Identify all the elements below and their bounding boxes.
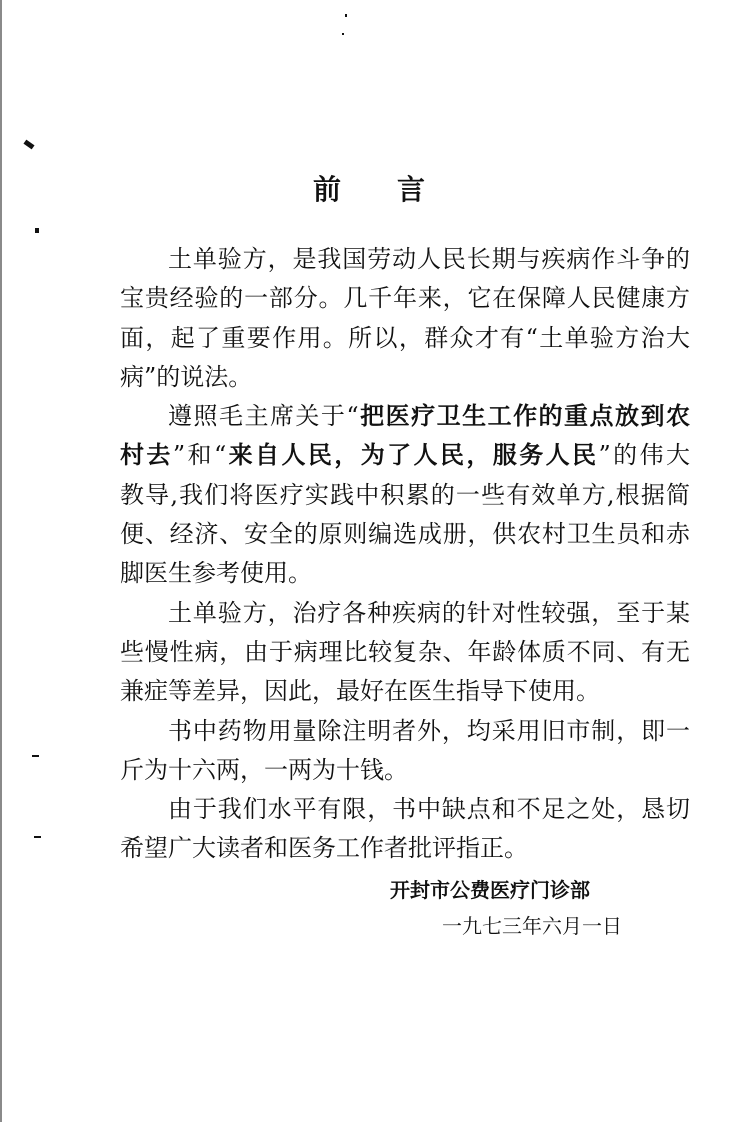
paragraph-1: [120, 240, 690, 397]
text-line: 土单验方，是我国劳动人民长期与疾病作斗争的: [168, 245, 690, 273]
quote-bold: 村去: [120, 441, 173, 470]
text-line: 些慢性病，由于病理比较复杂、年龄体质不同、有无: [120, 637, 690, 666]
scan-speck: [32, 755, 39, 757]
text-line: 土单验方，治疗各种疾病的针对性较强，至于某: [168, 598, 690, 627]
scan-speck: [35, 228, 39, 233]
text-line: 书中药物用量除注明者外，均采用旧市制，即一: [168, 716, 690, 745]
paragraph-3: [120, 594, 690, 712]
text-line: 面，起了重要作用。所以，群众才有“土单验方治大: [120, 323, 690, 352]
text-span: ”和“: [172, 441, 227, 470]
signature-date: 一九七三年六月一日: [442, 914, 622, 938]
text-line: 希望广大读者和医务工作者批评指正。: [120, 834, 528, 863]
paragraph-2: [120, 397, 690, 593]
text-line: 脚医生参考使用。: [120, 559, 312, 588]
quote-bold: 把医疗卫生工作的重点放到农: [358, 402, 690, 431]
text-span: 遵照毛主席关于“: [168, 402, 359, 431]
text-line: [120, 436, 690, 475]
scan-speck: [34, 836, 41, 838]
title-char-2: 言: [397, 173, 426, 206]
text-line: 便、经济、安全的原则编选成册，供农村卫生员和赤: [120, 520, 690, 549]
text-line: 兼症等差异，因此，最好在医生指导下使用。: [120, 677, 600, 706]
scan-speck: [345, 14, 347, 17]
text-line: 斤为十六两，一两为十钱。: [120, 755, 408, 784]
text-line: 宝贵经验的一部分。几千年来，它在保障人民健康方: [120, 284, 690, 313]
scan-speck: [342, 33, 344, 35]
text-line: 病”的说法。: [120, 362, 253, 391]
page-title: [0, 168, 738, 208]
text-line: 教导,我们将医疗实践中积累的一些有效单方,根据简: [120, 480, 690, 509]
text-span: ”的伟大: [598, 441, 691, 470]
preface-body: [120, 240, 690, 869]
title-char-1: 前: [312, 173, 341, 206]
paragraph-5: [120, 790, 690, 869]
scan-speck: [23, 140, 34, 150]
text-line: 由于我们水平有限，书中缺点和不足之处，恳切: [168, 795, 690, 824]
quote-bold: 来自人民，为了人民，服务人民: [226, 441, 599, 470]
signature-organization: 开封市公费医疗门诊部: [390, 878, 590, 902]
paragraph-4: [120, 712, 690, 791]
text-line: [120, 397, 690, 436]
